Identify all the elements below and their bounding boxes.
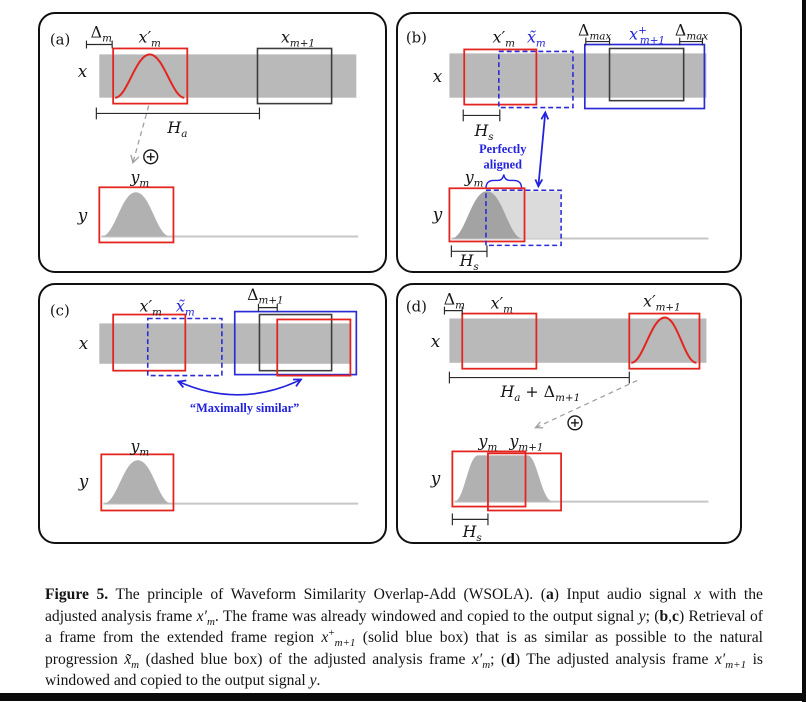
signal-x-label: x [430, 331, 441, 352]
output-frame-label: $y_m$ [478, 431, 498, 454]
output-frame-label: $y_m$ [130, 167, 150, 190]
signal-x-bar [99, 323, 350, 363]
caption-segment: m+1 [334, 637, 356, 650]
panel-b [396, 12, 742, 273]
caption-segment: with the adjusted analysis frame [45, 586, 763, 625]
hop-expression-label: $H_a + \Delta_{m+1}$ [500, 382, 581, 405]
panel-a-drawing [40, 14, 385, 271]
caption-segment: (solid blue box) that is as similar as possible to the natural progression [45, 629, 763, 668]
caption-segment: x̃ [124, 650, 132, 668]
panel-a [38, 12, 387, 273]
signal-x-bar [99, 54, 356, 97]
delta-max-left-label: $\Delta_{max}$ [578, 20, 612, 43]
signal-y-label: y [432, 203, 443, 224]
caption-segment: y [638, 607, 646, 625]
caption-segment: x′ [714, 650, 726, 668]
signal-x-label: x [432, 65, 443, 86]
caption-segment: + [328, 627, 335, 639]
similarity-arrow [178, 380, 301, 395]
caption-segment: x [694, 586, 702, 603]
panel-c-drawing [40, 285, 385, 542]
signal-x-label: x [77, 61, 88, 82]
caption-segment: d [506, 650, 515, 668]
panel-tag: (b) [405, 29, 427, 47]
synthesis-hop-label-top: $H_s$ [474, 121, 494, 144]
alignment-arrow [535, 112, 548, 186]
caption-segment: y [309, 672, 317, 690]
circled-plus-icon [568, 416, 582, 430]
caption-segment: m [131, 658, 140, 671]
caption-segment: . The frame was already windowed and copied to the output signal [214, 607, 639, 625]
output-frame-label: $y_m$ [130, 436, 150, 459]
caption-segment: ; ( [645, 607, 660, 625]
caption-segment: The principle of Waveform Similarity Overlap-Add (WSOLA). ( [108, 586, 546, 603]
output-window-fill [101, 192, 170, 236]
adjusted-frame-label: $x'_m$ [138, 27, 161, 50]
panel-c [38, 283, 387, 544]
caption-segment: Figure 5. [45, 586, 109, 603]
natural-progression-label: $x̃_m$ [527, 27, 546, 50]
panel-tag: (a) [49, 31, 71, 49]
caption-segment: x′ [471, 650, 483, 668]
adjusted-frame-label: $x'_m$ [490, 293, 513, 316]
signal-y-label: y [77, 204, 88, 225]
overlap-add-fill [454, 455, 553, 501]
caption-segment: c [672, 607, 679, 625]
panel-b-drawing [398, 14, 740, 271]
overlap-brace [486, 175, 522, 189]
synthesis-hop-label-bottom: $H_s$ [459, 251, 479, 271]
signal-y-label: y [78, 470, 89, 491]
circled-plus-icon [144, 150, 158, 164]
caption-segment: a [545, 586, 554, 603]
panel-tag: (d) [405, 298, 427, 316]
signal-x-bar [449, 318, 706, 362]
analysis-hop-label: $H_a$ [167, 118, 188, 141]
panel-tag: (c) [49, 302, 70, 320]
caption-segment: ) The adjusted analysis frame [514, 650, 715, 668]
caption-segment: m+1 [725, 658, 747, 671]
panel-d [396, 283, 742, 544]
signal-x-label: x [78, 333, 89, 353]
next-frame-label: $x_{m+1}$ [280, 27, 316, 50]
signal-y-label: y [430, 467, 441, 488]
delta-max-right-label: $\Delta_{max}$ [674, 20, 709, 43]
caption-segment: is windowed and copied to the output signal [45, 650, 763, 690]
delta-m-label: $\Delta_m$ [443, 289, 465, 312]
adjusted-frame-label: $x'_m$ [492, 27, 515, 50]
output-window-fill [103, 460, 171, 503]
caption-segment: x [321, 629, 329, 647]
caption-segment: ) Retrieval of a frame from the extended frame region [45, 607, 763, 647]
output-frame-label: $y_m$ [464, 167, 484, 190]
caption-segment: x′ [196, 607, 207, 625]
figure-caption [45, 584, 763, 692]
aligned-note-line2: aligned [483, 157, 522, 172]
caption-segment: ) Input audio signal [553, 586, 695, 603]
caption-segment: . [316, 672, 321, 690]
synthesis-hop-label: $H_s$ [462, 522, 482, 542]
next-output-frame-label: $y_{m+1}$ [509, 431, 544, 454]
caption-segment: m [482, 658, 491, 671]
synthesis-hop-measure-top [463, 110, 500, 122]
similarity-note: “Maximally similar” [189, 401, 300, 416]
aligned-note-line1: Perfectly [479, 141, 527, 156]
delta-m-label: $\Delta_m$ [90, 22, 112, 45]
caption-segment: m [206, 615, 215, 628]
caption-segment: b [659, 607, 669, 625]
caption-segment: (dashed blue box) of the adjusted analysis frame [139, 650, 472, 668]
extended-region-label: x+ m+1 [629, 24, 665, 47]
caption-segment: , [668, 607, 673, 625]
next-adjusted-frame-label: $x'_{m+1}$ [643, 291, 681, 314]
page-bottom-rule [0, 693, 806, 701]
panel-d-drawing [398, 285, 740, 542]
adjusted-frame-label: $x'_m$ [139, 296, 162, 319]
signal-x-bar [449, 53, 706, 97]
natural-progression-label: $x̃_m$ [175, 296, 195, 319]
delta-next-label: $\Delta_{m+1}$ [247, 285, 284, 307]
caption-segment: ; ( [490, 650, 507, 668]
page-right-border [802, 0, 806, 702]
